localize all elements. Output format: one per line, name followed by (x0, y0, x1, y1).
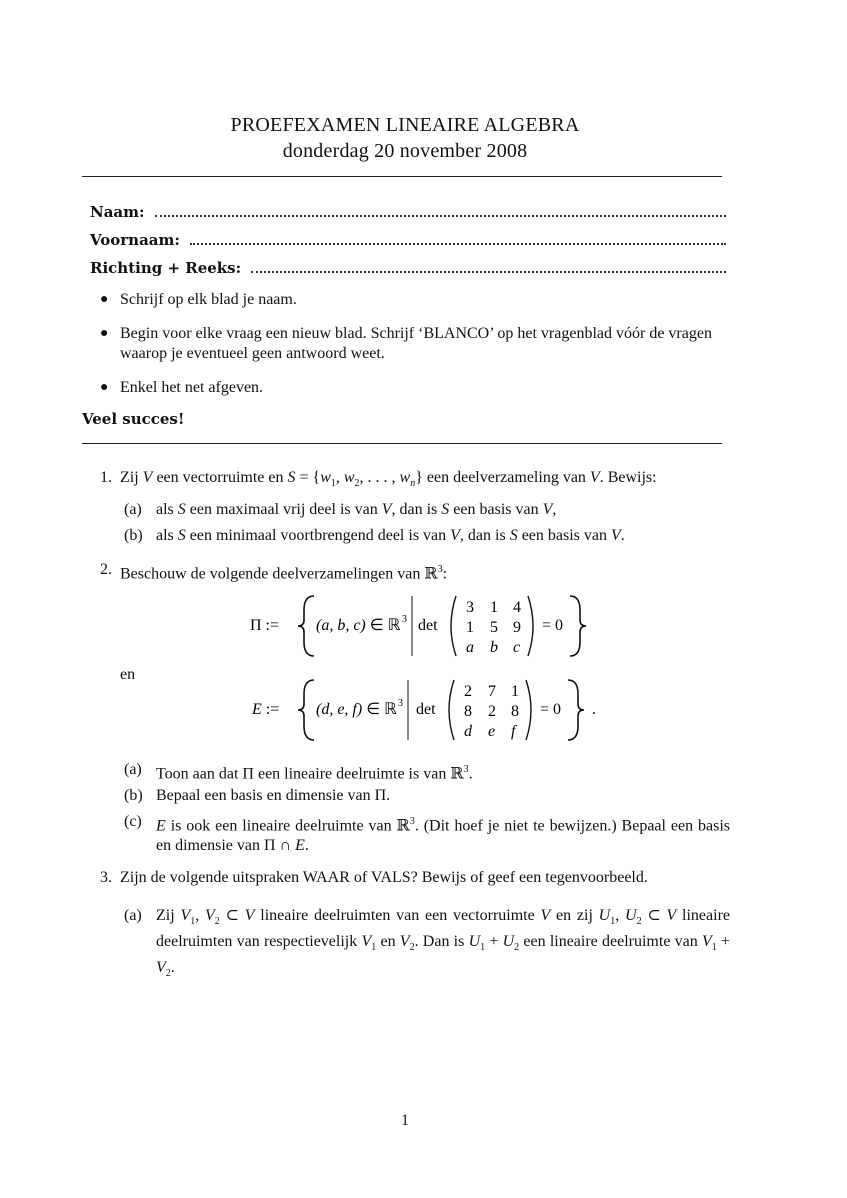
e-matrix-entry: 8 (511, 703, 519, 720)
firstname-label: Voornaam: (90, 231, 180, 249)
e-matrix-entry: 1 (511, 683, 519, 700)
bullet-icon: ● (100, 380, 109, 395)
name-dotted-line[interactable] (155, 203, 726, 217)
program-field[interactable] (90, 259, 726, 277)
pi-matrix-entry: 9 (513, 619, 521, 636)
name-field[interactable] (90, 203, 726, 221)
e-matrix-entry: d (464, 723, 472, 740)
question-3 (100, 868, 730, 888)
pi-matrix-entry: 3 (466, 599, 474, 616)
e-matrix-entry: 2 (488, 703, 496, 720)
svg-text:(d, e, f) ∈ ℝ: (d, e, f) ∈ ℝ (316, 701, 397, 718)
pi-matrix-entry: b (490, 639, 498, 656)
question-3a: (a) Zij $V_1$, $V_2$ ⊂ V lineaire deelruimten van een vectorruimte V en zij $U_1$, $U_2$ ⊂ V lineaire deelruimten van respectievelijk $V_1$ en $V_2$. Dan is $U_1 + U_2$ een lineaire deelruimte van $V_1 + V_2$. (124, 907, 731, 980)
svg-text:= 0: = 0 (542, 617, 564, 634)
question-2c: (c) E is ook een lineaire deelruimte van ℝ$^3$. (Dit hoef je niet te bewijzen.) Bepaal een basis en dimensie van Π ∩ E. (124, 813, 730, 855)
question-2a: (a) Toon aan dat Π een lineaire deelruimte is van ℝ$^3$. (124, 761, 473, 783)
exam-title: PROEFEXAMEN LINEAIRE ALGEBRA (230, 114, 580, 136)
question-text: Zij V een vectorruimte en $S = \{w_1$, $w_2$, . . . , $w_n$} een deelverzameling van V. Bewijs: (120, 469, 657, 490)
question-number: 3. (100, 869, 112, 886)
question-text: Zijn de volgende uitspraken WAAR of VALS? Bewijs of geef een tegenvoorbeeld. (120, 869, 648, 886)
question-1 (100, 468, 730, 494)
svg-text:3: 3 (398, 698, 403, 709)
e-matrix-entry: e (488, 723, 496, 740)
firstname-field[interactable] (90, 231, 726, 249)
program-label: Richting + Reeks: (90, 259, 242, 277)
title-block (0, 112, 810, 164)
bullet-icon: ● (100, 292, 109, 307)
pi-matrix-entry: 1 (466, 619, 474, 636)
pi-matrix-entry: 1 (490, 599, 498, 616)
svg-text:.: . (592, 701, 596, 718)
pi-set-definition (250, 592, 590, 660)
program-dotted-line[interactable] (251, 259, 726, 273)
question-1b: (b) als S een minimaal voortbrengend deel is van V, dan is S een basis van V. (124, 527, 625, 544)
page-number: 1 (401, 1112, 409, 1129)
svg-text:3: 3 (402, 614, 407, 625)
firstname-dotted-line[interactable] (190, 231, 726, 245)
e-matrix-entry: 7 (488, 683, 496, 700)
question-number: 2. (100, 561, 112, 578)
svg-text:det: det (418, 617, 438, 634)
e-matrix-entry: f (511, 723, 516, 740)
bullet-icon: ● (100, 326, 109, 341)
pi-matrix-entry: 5 (490, 619, 498, 636)
svg-text:E :=: E := (252, 701, 280, 718)
e-matrix-entry: 2 (464, 683, 472, 700)
question-2b: (b) Bepaal een basis en dimensie van Π. (124, 787, 391, 804)
closing-text: Veel succes! (82, 410, 185, 428)
e-matrix-entry: 8 (464, 703, 472, 720)
svg-text:det: det (416, 701, 436, 718)
exam-date: donderdag 20 november 2008 (282, 140, 528, 162)
pi-matrix-entry: 4 (513, 599, 521, 616)
instruction-item: ● Enkel het net afgeven. (100, 379, 264, 396)
name-label: Naam: (90, 203, 145, 221)
question-number: 1. (100, 469, 112, 486)
instruction-item: ● Schrijf op elk blad je naam. (100, 291, 297, 308)
e-set-definition (250, 676, 610, 744)
instruction-item: ● Begin voor elke vraag een nieuw blad. Schrijf ‘BLANCO’ op het vragenblad vóór de vragen waarop je eventueel geen antwoord weet. (100, 325, 712, 362)
pi-matrix-entry: c (513, 639, 521, 656)
svg-text:Π :=: Π := (250, 617, 280, 634)
top-divider (82, 176, 722, 177)
pi-matrix-entry: a (466, 639, 474, 656)
question-1a: (a) als S een maximaal vrij deel is van V, dan is S een basis van V, (124, 501, 557, 518)
instructions-list (100, 290, 730, 412)
connector-text: en (120, 666, 136, 683)
svg-text:= 0: = 0 (540, 701, 562, 718)
bottom-divider (82, 443, 722, 444)
question-2: 2. Beschouw de volgende deelverzamelingen van ℝ$^3$: (100, 561, 448, 583)
svg-text:(a, b, c) ∈ ℝ: (a, b, c) ∈ ℝ (316, 617, 401, 634)
